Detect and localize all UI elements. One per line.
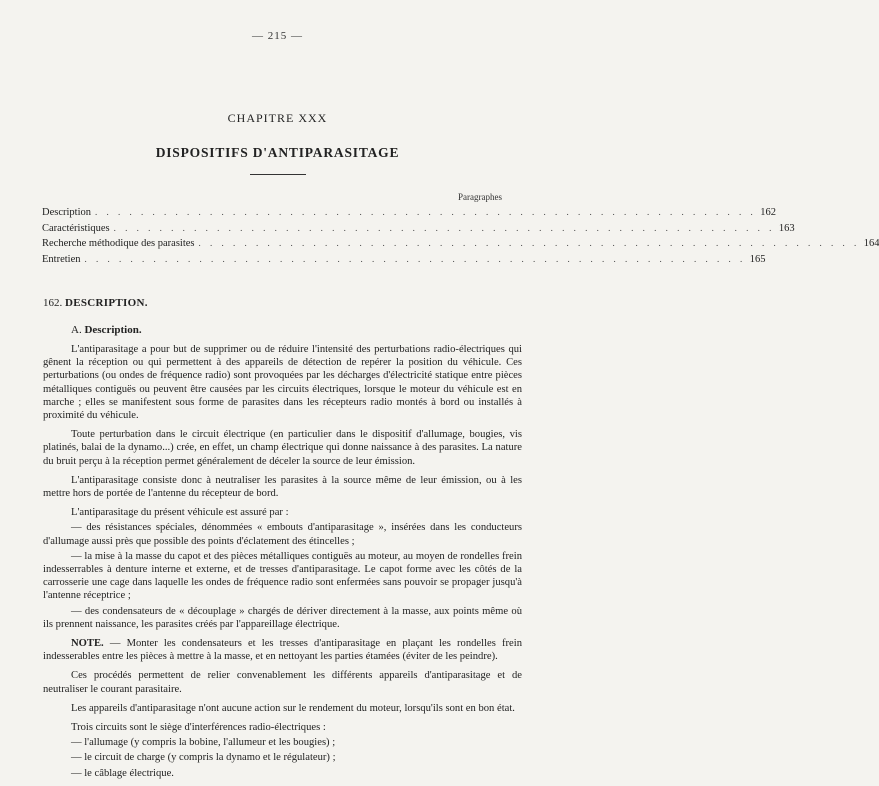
note-text: — Monter les condensateurs et les tresses d'antiparasitage en plaçant les rondelles frein indesserables entre les pièces à mettre à la masse, et en nettoyant les parties étamées (éviter de les peindre). xyxy=(43,638,522,663)
paragraph: Ces procédés permettent de relier convenablement les différents appareils d'antiparasitage et de neutraliser le courant parasitaire. xyxy=(43,670,522,695)
toc-row xyxy=(42,222,795,239)
list-item: — la mise à la masse du capot et des pièces métalliques contiguës au moteur, au moyen de rondelles frein indesserrables à denture interne et externe, et de tresses d'antiparasitage. Le capot forme avec les côtés de la carrosserie une cage dans laquelle les ondes de fréquence radio sont enfermées sans pouvoir se propager jusqu'à l'antenne réceptrice ; xyxy=(43,550,522,602)
list-item: — l'allumage (y compris la bobine, l'allumeur et les bougies) ; xyxy=(71,737,336,749)
toc-dots: . . . . . . . . . . . . . . . . . . . . . . . . . . . . . . . . . . . . . . . . . . . . . . . . . . . . . . . . . . xyxy=(84,253,746,264)
page-number: — 215 — xyxy=(252,30,303,42)
toc-label: Entretien xyxy=(42,253,81,265)
paragraph: Toute perturbation dans le circuit électrique (en particulier dans le dispositif d'allumage, bougies, vis platinés, balai de la dynamo...) crée, en effet, un champ électrique qui donne naissance à des parasites. La nature du bruit perçu à la réception permet généralement de déceler la source de leur émission. xyxy=(43,429,522,467)
section-heading xyxy=(43,297,148,309)
note-paragraph xyxy=(43,637,522,663)
toc-label: Caractéristiques xyxy=(42,222,110,234)
note-label: NOTE. xyxy=(71,638,104,650)
list-item: — le circuit de charge (y compris la dynamo et le régulateur) ; xyxy=(71,752,336,764)
toc-number: 165 xyxy=(749,253,766,265)
subsection-heading xyxy=(71,324,142,336)
chapter-label: CHAPITRE XXX xyxy=(227,111,328,125)
paragraph: L'antiparasitage consiste donc à neutraliser les parasites à la source même de leur émission, ou à les mettre hors de portée de l'antenne du récepteur de bord. xyxy=(43,474,522,500)
toc-number: 162 xyxy=(760,207,776,218)
paragraph: L'antiparasitage a pour but de supprimer ou de réduire l'intensité des perturbations radio-électriques qui gênent la réception ou qui permettent à des appareils de détection de repérer la position du véhicule. Ces perturbations (ou ondes de fréquence radio) sont provoquées par les décharges d'électricité statique entre pièces métalliques contiguës ou peuvent être causées par les circuits électriques, lorsque le moteur du véhicule est en marche ; elles se manifestent sous forme de parasites dans les récepteurs radio montés à bord ou installés à proximité du véhicule. xyxy=(43,344,522,422)
paragraph: L'antiparasitage du présent véhicule est assuré par : xyxy=(71,507,289,519)
title-rule xyxy=(250,174,306,175)
toc-number: 163 xyxy=(778,222,795,234)
toc-label: Recherche méthodique des parasites xyxy=(42,238,195,249)
section-number: 162. xyxy=(43,297,63,309)
toc-label: Description xyxy=(42,207,91,218)
toc-dots: . . . . . . . . . . . . . . . . . . . . . . . . . . . . . . . . . . . . . . . . . . . . . . . . . . . . . . . . . . xyxy=(95,207,757,217)
table-of-contents xyxy=(42,207,879,269)
list-item: — le câblage électrique. xyxy=(71,767,174,779)
toc-dots: . . . . . . . . . . . . . . . . . . . . . . . . . . . . . . . . . . . . . . . . . . . . . . . . . . . . . . . . . . xyxy=(113,222,775,233)
subsection-letter: A. xyxy=(71,324,82,336)
list-item: — des condensateurs de « découplage » chargés de dériver directement à la masse, aux points même où ils prennent naissance, les parasites créés par l'appareillage électrique. xyxy=(43,605,522,630)
toc-dots: . . . . . . . . . . . . . . . . . . . . . . . . . . . . . . . . . . . . . . . . . . . . . . . . . . . . . . . . . . xyxy=(198,238,860,248)
toc-row xyxy=(42,207,776,223)
toc-row xyxy=(42,238,879,254)
subsection-title: Description. xyxy=(84,324,142,336)
paragraph: Trois circuits sont le siège d'interférences radio-électriques : xyxy=(71,722,326,734)
toc-row xyxy=(42,253,766,270)
section-title: DESCRIPTION. xyxy=(65,297,148,309)
chapter-title: DISPOSITIFS D'ANTIPARASITAGE xyxy=(155,145,400,160)
paragraph: Les appareils d'antiparasitage n'ont aucune action sur le rendement du moteur, lorsqu'ils sont en bon état. xyxy=(71,702,515,714)
body-text xyxy=(43,343,522,782)
toc-header: Paragraphes xyxy=(458,192,502,202)
toc-number: 164 xyxy=(863,238,879,249)
list-item: — des résistances spéciales, dénommées « embouts d'antiparasitage », insérées dans les conducteurs d'allumage aussi près que possible des points d'éclatement des étincelles ; xyxy=(43,522,522,547)
